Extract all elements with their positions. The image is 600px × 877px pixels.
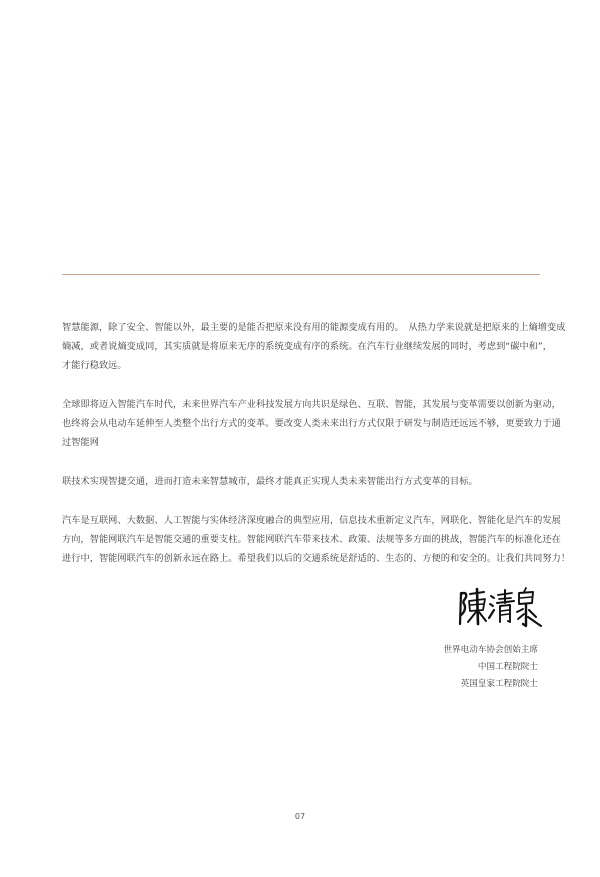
author-title: 英国皇家工程院院士 [460, 679, 538, 689]
article-body [62, 318, 571, 568]
paragraph-line: 汽车是互联网、大数据、人工智能与实体经济深度融合的典型应用，信息技术重新定义汽车，网联化、智能化是汽车的发展 [62, 515, 561, 526]
paragraph-line: 联技术实现智捷交通，进而打造未来智慧城市，最终才能真正实现人类未来智能出行方式变革的目标。 [62, 476, 478, 487]
paragraph-4 [62, 511, 571, 568]
paragraph-line: 全球即将迈入智能汽车时代，未来世界汽车产业科技发展方向共识是绿色、互联、智能，其发展与变革需要以创新为驱动， [62, 399, 561, 410]
author-title: 中国工程院院士 [477, 662, 538, 672]
header-divider [62, 274, 540, 275]
author-title: 世界电动车协会创始主席 [443, 645, 538, 655]
paragraph-line: 方向，智能网联汽车是智能交通的重要支柱。智能网联汽车带来技术、政策、法规等多方面的挑战，智能汽车的标准化还在 [62, 534, 561, 545]
paragraph-line: 熵减，或者说熵变成同，其实质就是将原来无序的系统变成有序的系统。在汽车行业继续发展的同时，考虑到“碳中和”， [62, 341, 552, 352]
paragraph-2 [62, 395, 561, 452]
handwritten-signature [455, 586, 545, 630]
paragraph-line: 过智能网 [62, 437, 99, 448]
paragraph-line: 智慧能源，除了安全、智能以外，最主要的是能否把原来没有用的能源变成有用的。 从热力学来说就是把原来的上熵增变成 [62, 322, 566, 333]
paragraph-line: 进行中，智能网联汽车的创新永远在路上。希望我们以后的交通系统是舒适的、生态的、方便的和安全的。让我们共同努力！ [62, 553, 571, 564]
paragraph-1 [62, 318, 566, 375]
page-number: 07 [294, 812, 306, 821]
paragraph-line: 才能行稳致远。 [62, 360, 127, 371]
paragraph-line: 也终将会从电动车延伸至人类整个出行方式的变革。要改变人类未来出行方式仅限于研发与制造还远远不够，更要致力于通 [62, 418, 561, 429]
author-titles [443, 642, 538, 693]
paragraph-3 [62, 472, 542, 491]
